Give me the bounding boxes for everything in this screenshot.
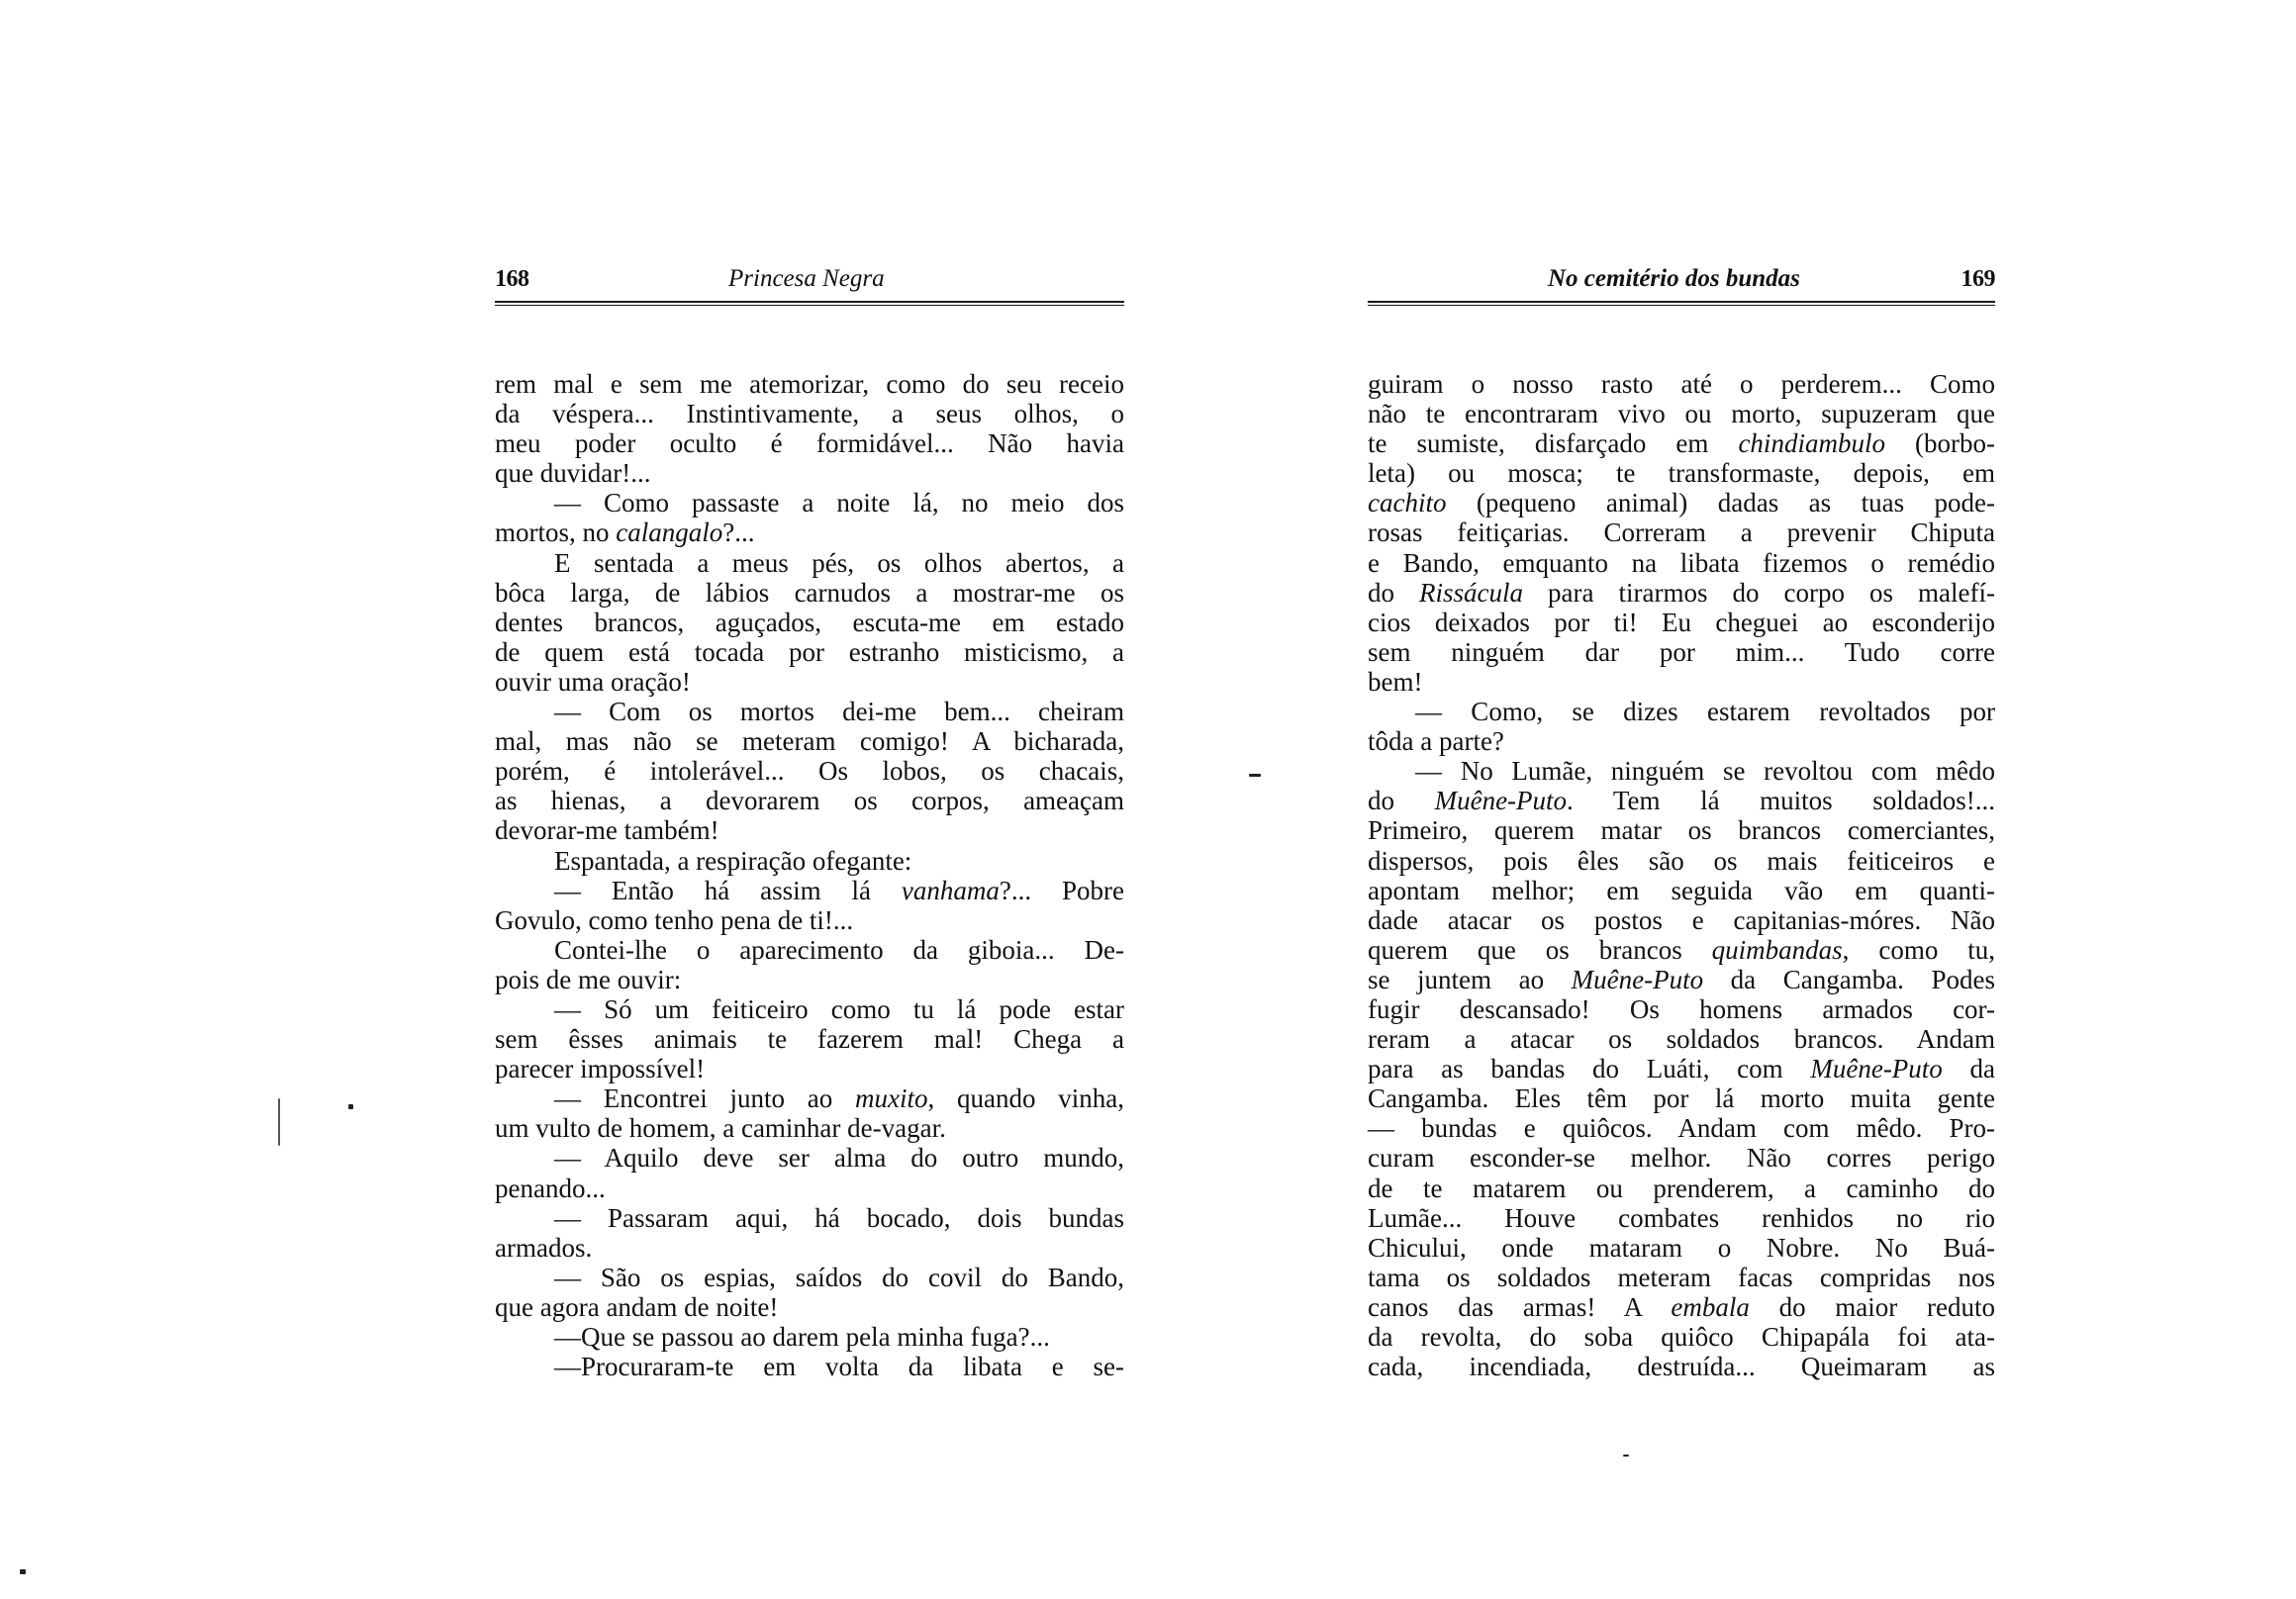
header-double-rule (1368, 301, 1995, 306)
scan-speck (348, 1104, 353, 1109)
page-header (1368, 263, 1995, 295)
text-line: Contei-lhe o aparecimento da giboia... De- (554, 934, 1124, 965)
text-line: Govulo, como tenho pena de ti!... (495, 904, 854, 935)
text-line: de quem está tocada por estranho misticismo, a (495, 636, 1124, 667)
text-line: Chicului, onde mataram o Nobre. No Buá- (1368, 1232, 1995, 1263)
running-head-title: No cemitério dos bundas (1548, 265, 1800, 292)
text-line: — Com os mortos dei-me bem... cheiram (554, 697, 1124, 727)
right-page (1368, 263, 1995, 1381)
text-line: sem êsses animais te fazerem mal! Chega a (495, 1024, 1124, 1055)
text-line: dentes brancos, aguçados, escuta-me em estado (495, 607, 1124, 637)
page-number: 168 (495, 266, 529, 292)
text-line: mortos, no calangalo?... (495, 517, 755, 548)
text-line: rosas feitiçarias. Correram a prevenir Chiputa (1368, 517, 1995, 548)
text-line: querem que os brancos quimbandas, como tu, (1368, 934, 1995, 965)
text-line: as hienas, a devorarem os corpos, ameaçam (495, 786, 1124, 816)
text-line: tôda a parte? (1368, 726, 1504, 757)
body-text (495, 369, 1124, 1381)
text-line: — Então há assim lá vanhama?... Pobre (554, 875, 1124, 905)
header-double-rule (495, 301, 1124, 306)
text-line: armados. (495, 1232, 593, 1263)
scan-speck (20, 1569, 26, 1574)
running-head-title: Princesa Negra (728, 265, 885, 292)
text-line: bôca larga, de lábios carnudos a mostrar-me os (495, 577, 1124, 608)
text-line: — No Lumãe, ninguém se revoltou com mêdo (1415, 756, 1995, 787)
text-line: ouvir uma oração! (495, 666, 691, 697)
page-header (495, 263, 1124, 295)
text-line: rem mal e sem me atemorizar, como do seu receio (495, 369, 1124, 399)
text-line: da revolta, do soba quiôco Chipapála foi ata- (1368, 1322, 1995, 1352)
scan-speck (1249, 774, 1261, 777)
text-line: não te encontraram vivo ou morto, supuzeram que (1368, 399, 1995, 429)
text-line: devorar-me também! (495, 815, 719, 846)
text-line: —Que se passou ao darem pela minha fuga?... (554, 1322, 1050, 1352)
text-line: parecer impossível! (495, 1054, 706, 1084)
scan-speck (278, 1098, 280, 1146)
text-line: um vulto de homem, a caminhar de-vagar. (495, 1113, 946, 1144)
text-line: dade atacar os postos e capitanias-móres. Não (1368, 904, 1995, 935)
left-page (495, 263, 1124, 1381)
text-line: —Procuraram-te em volta da libata e se- (554, 1352, 1124, 1382)
text-line: — São os espias, saídos do covil do Bando, (554, 1262, 1124, 1292)
text-line: guiram o nosso rasto até o perderem... Como (1368, 369, 1995, 399)
text-line: — Passaram aqui, há bocado, dois bundas (554, 1202, 1124, 1233)
text-line: — Como passaste a noite lá, no meio dos (554, 488, 1124, 518)
body-text (1368, 369, 1995, 1381)
text-line: apontam melhor; em seguida vão em quanti- (1368, 875, 1995, 905)
text-line: te sumiste, disfarçado em chindiambulo (borbo- (1368, 428, 1995, 459)
text-line: cada, incendiada, destruída... Queimaram as (1368, 1352, 1995, 1382)
text-line: E sentada a meus pés, os olhos abertos, a (554, 547, 1124, 578)
text-line: meu poder oculto é formidável... Não havia (495, 428, 1124, 459)
text-line: — Encontrei junto ao muxito, quando vinha, (554, 1083, 1124, 1114)
scan-speck (1623, 1455, 1629, 1457)
text-line: se juntem ao Muêne-Puto da Cangamba. Podes (1368, 964, 1995, 994)
text-line: — Aquilo deve ser alma do outro mundo, (554, 1143, 1124, 1174)
text-line: reram a atacar os soldados brancos. Andam (1368, 1024, 1995, 1055)
text-line: pois de me ouvir: (495, 964, 682, 994)
text-line: Lumãe... Houve combates renhidos no rio (1368, 1202, 1995, 1233)
text-line: fugir descansado! Os homens armados cor- (1368, 993, 1995, 1024)
text-line: — bundas e quiôcos. Andam com mêdo. Pro- (1368, 1113, 1995, 1144)
text-line: do Muêne-Puto. Tem lá muitos soldados!... (1368, 786, 1996, 816)
text-line: — Só um feiticeiro como tu lá pode estar (554, 993, 1124, 1024)
text-line: Primeiro, querem matar os brancos comerciantes, (1368, 815, 1995, 846)
text-line: — Como, se dizes estarem revoltados por (1415, 697, 1995, 727)
text-line: curam esconder-se melhor. Não corres perigo (1368, 1143, 1995, 1174)
page-number: 169 (1961, 266, 1995, 292)
text-line: leta) ou mosca; te transformaste, depois, em (1368, 458, 1995, 489)
text-line: Espantada, a respiração ofegante: (554, 845, 912, 876)
text-line: dispersos, pois êles são os mais feiticeiros e (1368, 845, 1995, 876)
text-line: bem! (1368, 666, 1423, 697)
text-line: porém, é intolerável... Os lobos, os chacais, (495, 756, 1124, 787)
text-line: que agora andam de noite! (495, 1291, 779, 1322)
text-line: de te matarem ou prenderem, a caminho do (1368, 1173, 1995, 1203)
text-line: penando... (495, 1173, 606, 1203)
text-line: do Rissácula para tirarmos do corpo os malefí- (1368, 577, 1996, 608)
text-line: para as bandas do Luáti, com Muêne-Puto da (1368, 1054, 1995, 1084)
text-line: tama os soldados meteram facas compridas nos (1368, 1262, 1995, 1292)
text-line: Cangamba. Eles têm por lá morto muita gente (1368, 1083, 1995, 1114)
text-line: cios deixados por ti! Eu cheguei ao esconderijo (1368, 607, 1995, 637)
text-line: da véspera... Instintivamente, a seus olhos, o (495, 399, 1124, 429)
text-line: mal, mas não se meteram comigo! A bicharada, (495, 726, 1124, 757)
text-line: canos das armas! A embala do maior reduto (1368, 1291, 1995, 1322)
text-line: cachito (pequeno animal) dadas as tuas pode- (1368, 488, 1995, 518)
text-line: e Bando, emquanto na libata fizemos o remédio (1368, 547, 1995, 578)
text-line: sem ninguém dar por mim... Tudo corre (1368, 636, 1995, 667)
text-line: que duvidar!... (495, 458, 651, 489)
